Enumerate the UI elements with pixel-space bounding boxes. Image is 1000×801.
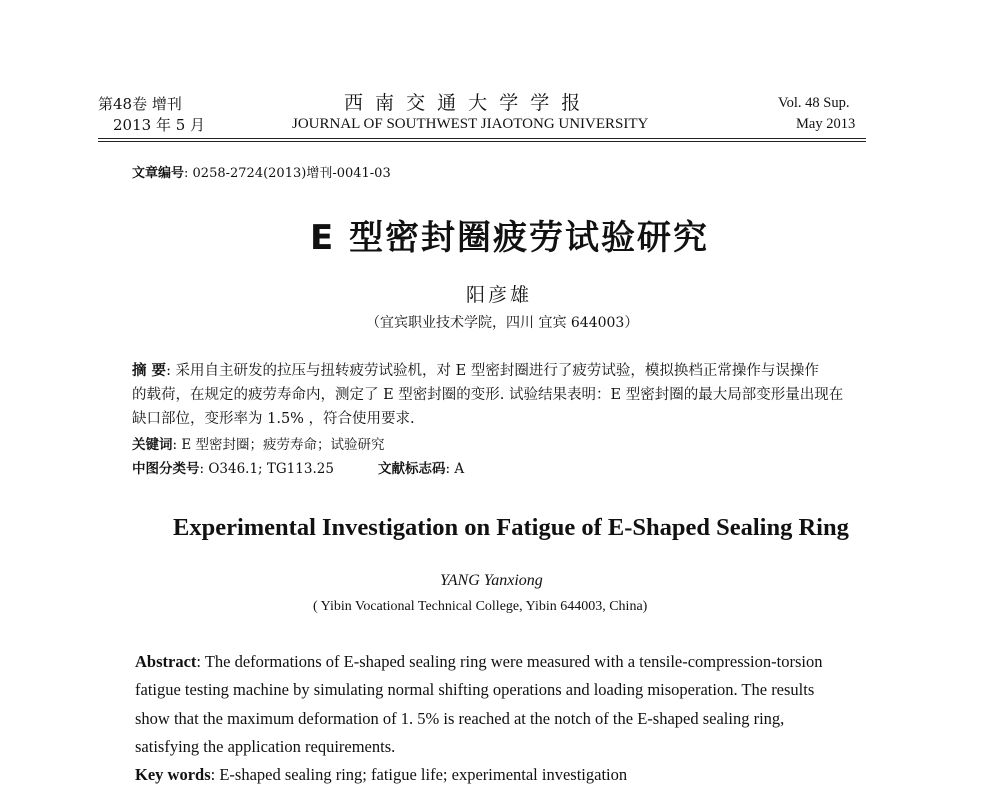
abstract-en-line1 xyxy=(135,652,822,672)
affiliation-en: ( Yibin Vocational Technical College, Yibin 644003, China) xyxy=(313,599,648,614)
abstract-cn-line1 xyxy=(132,360,819,383)
header-date-cn: 2013 年 5 月 xyxy=(113,116,206,134)
doc-code-label: 文献标志码 xyxy=(378,461,446,477)
abstract-cn-line2: 的载荷，在规定的疲劳寿命内，测定了 E 型密封圈的变形. 试验结果表明：E 型密封圈的最大局部变形量出现在 xyxy=(132,387,844,403)
doc-code-value: : A xyxy=(445,461,465,477)
keywords-en-label: Key words xyxy=(135,765,211,784)
title-cn: E 型密封圈疲劳试验研究 xyxy=(310,218,710,258)
journal-name-cn: 西 南 交 通 大 学 学 报 xyxy=(344,92,584,114)
header-date-en: May 2013 xyxy=(796,116,856,132)
abstract-cn-line3: 缺口部位，变形率为 1.5% ，符合使用要求. xyxy=(132,411,415,427)
title-en: Experimental Investigation on Fatigue of E-Shaped Sealing Ring xyxy=(173,514,849,541)
abstract-cn-text1: : 采用自主研发的拉压与扭转疲劳试验机，对 E 型密封圈进行了疲劳试验，模拟换档正常操作与误操作 xyxy=(166,363,819,379)
author-en: YANG Yanxiong xyxy=(440,572,543,589)
clc-value: : O346.1; TG113.25 xyxy=(199,461,334,477)
abstract-en-line4: satisfying the application requirements. xyxy=(135,737,396,756)
header-rule xyxy=(98,138,866,139)
document-code-cn xyxy=(378,458,464,481)
classification-cn xyxy=(132,458,334,481)
clc-label: 中图分类号 xyxy=(132,461,200,477)
article-id-label: 文章编号 xyxy=(132,166,185,181)
keywords-cn-label: 关键词 xyxy=(132,437,173,453)
header-volume-en: Vol. 48 Sup. xyxy=(778,95,850,111)
abstract-en-text1: : The deformations of E-shaped sealing ring were measured with a tensile-compression-torsion xyxy=(196,652,823,671)
abstract-en-line3: show that the maximum deformation of 1. 5% is reached at the notch of the E-shaped sealing ring, xyxy=(135,709,785,728)
article-id xyxy=(132,162,391,181)
article-id-value: : 0258-2724(2013)增刊-0041-03 xyxy=(184,166,391,181)
keywords-cn xyxy=(132,434,385,457)
abstract-en-label: Abstract xyxy=(135,652,197,671)
affiliation-cn: （宜宾职业技术学院，四川 宜宾 644003） xyxy=(366,315,639,331)
keywords-en-value: : E-shaped sealing ring; fatigue life; experimental investigation xyxy=(210,765,628,784)
author-cn: 阳彦雄 xyxy=(466,284,533,306)
header-volume-issue: 第48卷 增刊 xyxy=(98,95,182,113)
abstract-cn-label: 摘 要 xyxy=(132,363,167,379)
keywords-cn-value: : E 型密封圈；疲劳寿命；试验研究 xyxy=(172,437,385,453)
journal-name-en: JOURNAL OF SOUTHWEST JIAOTONG UNIVERSITY xyxy=(292,116,649,132)
header-rule-thin xyxy=(98,141,866,142)
keywords-en xyxy=(135,765,627,785)
abstract-en-line2: fatigue testing machine by simulating normal shifting operations and loading misoperation. The results xyxy=(135,680,815,699)
